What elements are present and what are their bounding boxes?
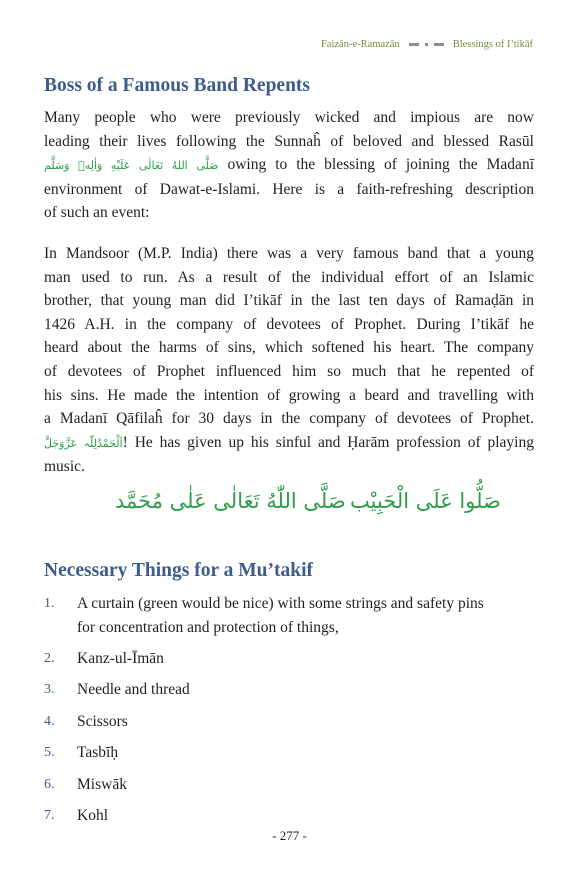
text-line: 1426 A.H. in the company of devotees of Prophet. During I’tikāf he [44,315,534,333]
salutation-arabic: صَلَّى اللهُ تَعَالٰى عَلَيْهِ وَاٰلِهٖ وَسَلَّم [44,159,219,173]
list-item [44,678,534,702]
book-title: Faizān-e-Ramazān [320,39,400,50]
necessary-items-list [44,592,534,835]
list-number: 2. [44,650,55,666]
paragraph-intro [44,106,534,225]
list-number: 6. [44,776,55,792]
text-line: music. [44,458,85,476]
list-number: 3. [44,682,55,698]
text-line: environment of Dawat-e-Islami. Here is a faith-refreshing description [44,180,534,198]
list-item-text: A curtain (green would be nice) with some strings and safety pins [77,595,484,612]
list-item [44,773,534,797]
text-line: his sins. He made the intention of growing a beard and travelling with [44,386,534,404]
page-number: - 277 - [272,828,307,843]
text-line: man used to run. As a result of the individual effort of an Islamic [44,268,534,286]
paragraph-story [44,242,534,479]
alhamdulillah-arabic: اَلْحَمْدُلِلّٰہ عَزَّوَجَلَّ [44,436,123,450]
list-item [44,741,534,765]
list-item-text: for concentration and protection of things, [77,618,339,636]
text-line: Many people who were previously wicked and impious are now [44,109,534,126]
list-number: 4. [44,713,55,729]
list-item-text: Kanz-ul-Īmān [77,649,164,667]
list-item-text: Miswāk [77,775,127,793]
list-number: 5. [44,745,55,761]
section-heading-necessary-things: Necessary Things for a Mu’takif [44,560,314,581]
text-line: a Madanī Qāfilaĥ for 30 days in the company of devotees of Prophet. [44,410,534,428]
durood-right: صَلُّوا عَلَى الْحَبِيْب [350,489,501,513]
text-line: In Mandsoor (M.P. India) there was a very famous band that a young [44,245,534,262]
chapter-title: Blessings of I’tikāf [452,39,533,50]
text-line [44,153,534,178]
list-item [44,710,534,734]
text-line [44,431,534,456]
list-item-text: Kohl [77,806,108,824]
list-item [44,647,534,671]
text-line: of devotees of Prophet influenced him so much that he repented of [44,362,534,380]
text-line: leading their lives following the Sunnaĥ of beloved and blessed Rasūl [44,132,534,150]
text-line: brother, that young man did I’tikāf in the last ten days of Ramaḍān in [44,292,534,310]
text-line: heard about the harms of sins, which softened his heart. The company [44,339,534,357]
section-heading-band-boss: Boss of a Famous Band Repents [44,75,311,96]
text-segment: owing to the blessing of joining the Madanī [227,156,534,174]
list-item [44,592,534,639]
list-item-text: Tasbīḥ [77,744,119,762]
durood-left: صَلَّى اللّٰهُ تَعَالٰى عَلٰى مُحَمَّد [115,489,346,513]
running-header [321,39,533,50]
header-separator [407,43,446,46]
list-number: 7. [44,807,55,823]
text-line: of such an event: [44,204,150,222]
durood-line [0,489,579,529]
list-number: 1. [44,596,55,611]
list-item-text: Needle and thread [77,681,190,699]
text-segment: ! He has given up his sinful and Ḥarām profession of playing [122,433,534,451]
list-item [44,804,534,828]
list-item-text: Scissors [77,712,128,730]
